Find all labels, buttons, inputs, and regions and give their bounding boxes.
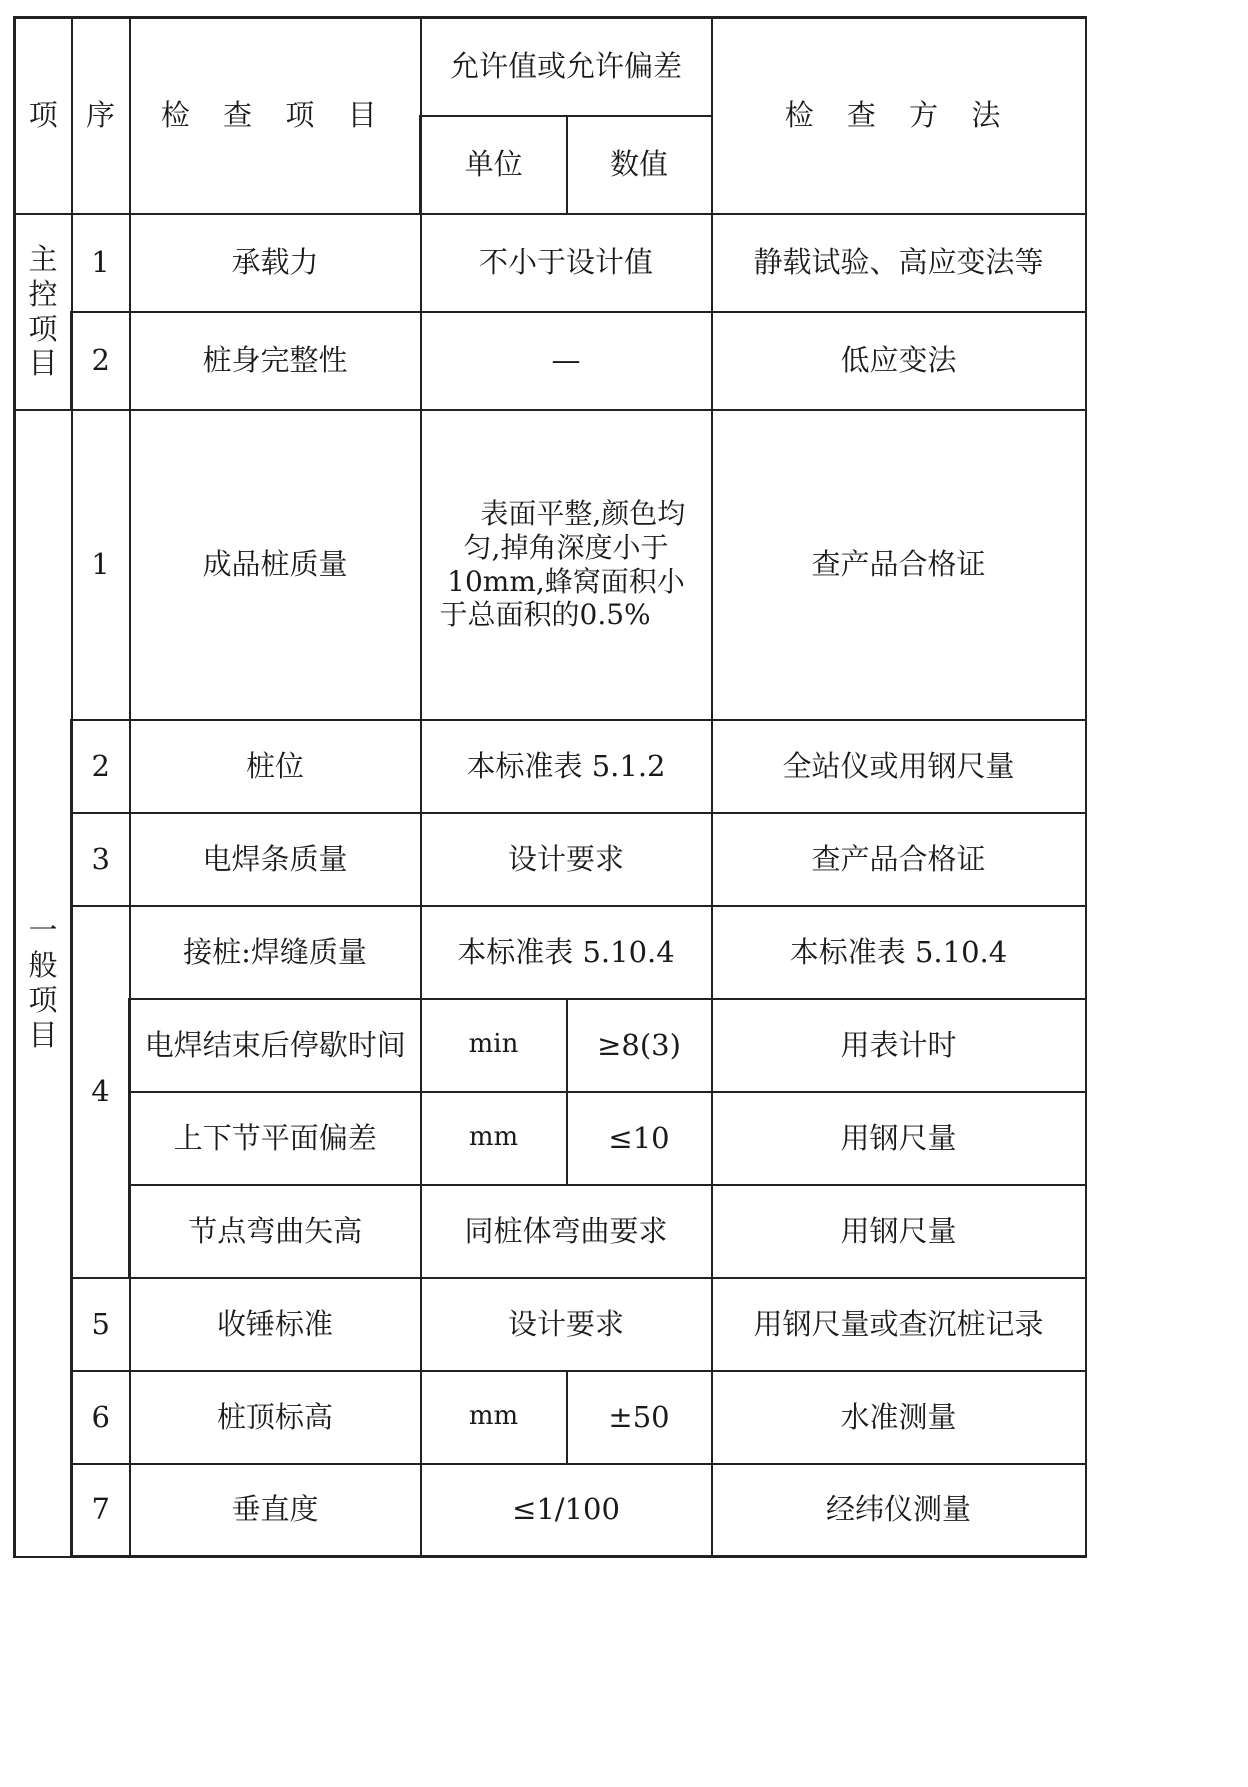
row-allowance: 同桩体弯曲要求: [421, 1185, 712, 1278]
row-item: 上下节平面偏差: [130, 1092, 421, 1185]
row-item: 接桩:焊缝质量: [130, 906, 421, 999]
row-no: 1: [72, 410, 130, 720]
row-item: 电焊结束后停歇时间: [130, 999, 421, 1092]
row-value: ±50: [567, 1371, 712, 1464]
header-row-top: [15, 18, 1086, 116]
row-allowance: 本标准表 5.1.2: [421, 720, 712, 813]
row-item: 节点弯曲矢高: [130, 1185, 421, 1278]
row-item: 桩位: [130, 720, 421, 813]
row-no: 4: [72, 906, 130, 1278]
header-no: 序: [72, 18, 130, 214]
row-method: 用钢尺量或查沉桩记录: [712, 1278, 1086, 1371]
row-no: 3: [72, 813, 130, 906]
row-no: 1: [72, 214, 130, 312]
row-method: 用表计时: [712, 999, 1086, 1092]
general-row-4a: [15, 906, 1086, 999]
row-no: 6: [72, 1371, 130, 1464]
row-item: 垂直度: [130, 1464, 421, 1557]
row-allowance: ≤1/100: [421, 1464, 712, 1557]
row-allowance: 设计要求: [421, 1278, 712, 1371]
row-item: 收锤标准: [130, 1278, 421, 1371]
header-unit: 单位: [421, 116, 567, 214]
row-method: 本标准表 5.10.4: [712, 906, 1086, 999]
row-value: ≥8(3): [567, 999, 712, 1092]
row-item: 桩身完整性: [130, 312, 421, 410]
header-category: 项: [15, 18, 72, 214]
general-row-3: [15, 813, 1086, 906]
inspection-table: [13, 16, 1087, 1558]
general-row-4b: [15, 999, 1086, 1092]
row-method: 经纬仪测量: [712, 1464, 1086, 1557]
main-control-row-1: [15, 214, 1086, 312]
row-item: 电焊条质量: [130, 813, 421, 906]
row-allowance: —: [421, 312, 712, 410]
row-method: 静载试验、高应变法等: [712, 214, 1086, 312]
row-method: 全站仪或用钢尺量: [712, 720, 1086, 813]
row-unit: mm: [421, 1371, 567, 1464]
main-control-label: 主 控 项 目: [15, 214, 72, 410]
row-no: 2: [72, 720, 130, 813]
row-method: 查产品合格证: [712, 813, 1086, 906]
header-allowance: 允许值或允许偏差: [421, 18, 712, 116]
row-unit: mm: [421, 1092, 567, 1185]
row-unit: min: [421, 999, 567, 1092]
general-row-4d: [15, 1185, 1086, 1278]
general-row-4c: [15, 1092, 1086, 1185]
row-no: 2: [72, 312, 130, 410]
row-item: 承载力: [130, 214, 421, 312]
row-no: 7: [72, 1464, 130, 1557]
general-row-6: [15, 1371, 1086, 1464]
row-allowance-description: 表面平整,颜色均匀,掉角深度小于10mm,蜂窝面积小于总面积的0.5%: [421, 410, 712, 720]
row-method: 查产品合格证: [712, 410, 1086, 720]
general-row-7: [15, 1464, 1086, 1557]
inspection-table-sheet: [13, 16, 1087, 1558]
general-row-1: [15, 410, 1086, 720]
row-allowance: 不小于设计值: [421, 214, 712, 312]
row-value: ≤10: [567, 1092, 712, 1185]
header-item: 检 查 项 目: [130, 18, 421, 214]
row-method: 低应变法: [712, 312, 1086, 410]
header-method: 检 查 方 法: [712, 18, 1086, 214]
header-value: 数值: [567, 116, 712, 214]
row-item: 桩顶标高: [130, 1371, 421, 1464]
row-method: 水准测量: [712, 1371, 1086, 1464]
general-label: 一 般 项 目: [15, 410, 72, 1557]
row-allowance: 本标准表 5.10.4: [421, 906, 712, 999]
row-item: 成品桩质量: [130, 410, 421, 720]
general-row-2: [15, 720, 1086, 813]
row-allowance: 设计要求: [421, 813, 712, 906]
main-control-row-2: [15, 312, 1086, 410]
row-no: 5: [72, 1278, 130, 1371]
row-method: 用钢尺量: [712, 1185, 1086, 1278]
general-row-5: [15, 1278, 1086, 1371]
row-method: 用钢尺量: [712, 1092, 1086, 1185]
